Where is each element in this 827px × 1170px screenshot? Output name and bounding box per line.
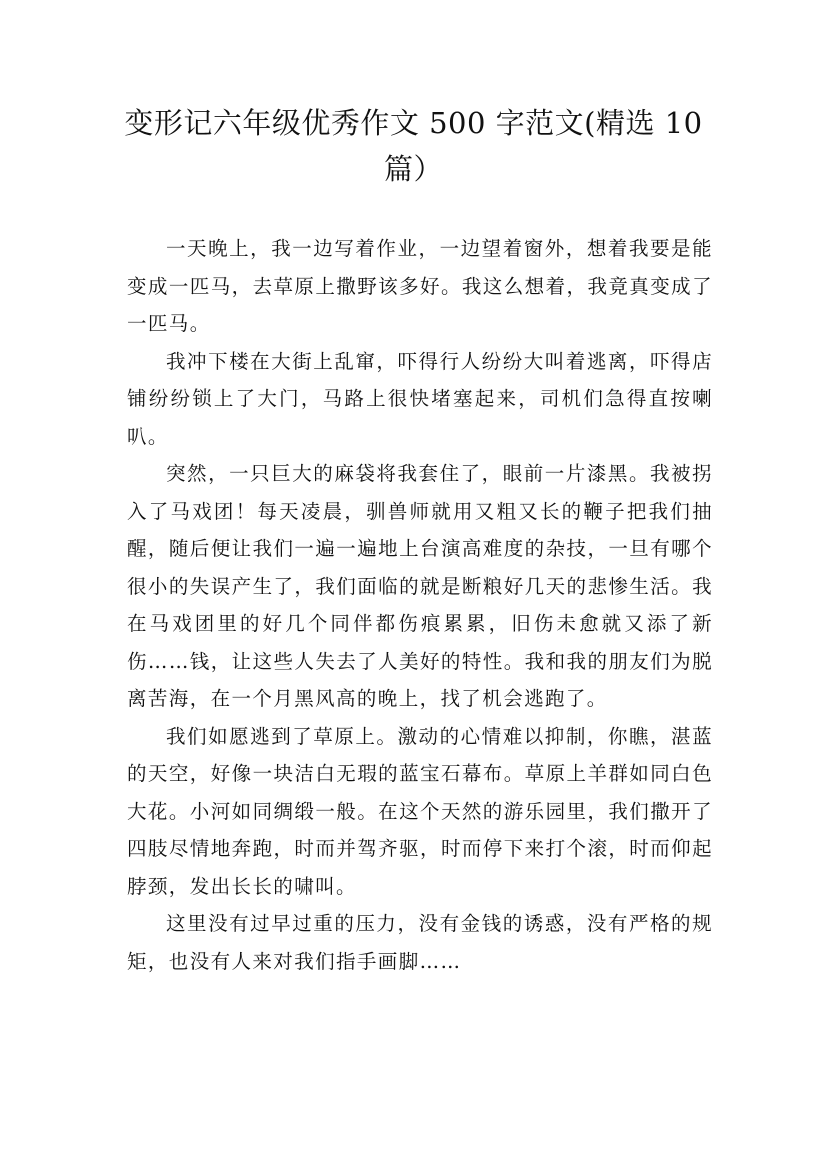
document-body [127, 230, 713, 980]
paragraph-4: 我们如愿逃到了草原上。激动的心情难以抑制，你瞧，湛蓝的天空，好像一块洁白无瑕的蓝宝石幕布。草原上羊群如同白色大花。小河如同绸缎一般。在这个天然的游乐园里，我们撒开了四肢尽情地奔跑，时而并驾齐驱，时而停下来打个滚，时而仰起脖颈，发出长长的啸叫。 [127, 724, 713, 898]
paragraph-5: 这里没有过早过重的压力，没有金钱的诱惑，没有严格的规矩，也没有人来对我们指手画脚…… [127, 912, 713, 973]
paragraph-2: 我冲下楼在大街上乱窜，吓得行人纷纷大叫着逃离，吓得店铺纷纷锁上了大门，马路上很快堵塞起来，司机们急得直按喇叭。 [127, 349, 713, 448]
document-title: 变形记六年级优秀作文 500 字范文(精选 10 篇） [124, 106, 703, 186]
paragraph-3: 突然，一只巨大的麻袋将我套住了，眼前一片漆黑。我被拐入了马戏团！每天凌晨，驯兽师就用又粗又长的鞭子把我们抽醒，随后便让我们一遍一遍地上台演高难度的杂技，一旦有哪个很小的失误产生了，我们面临的就是断粮好几天的悲惨生活。我在马戏团里的好几个同伴都伤痕累累，旧伤未愈就又添了新伤……钱，让这些人失去了人美好的特性。我和我的朋友们为脱离苦海，在一个月黑风高的晚上，找了机会逃跑了。 [127, 462, 713, 710]
paragraph-1: 一天晚上，我一边写着作业，一边望着窗外，想着我要是能变成一匹马，去草原上撒野该多好。我这么想着，我竟真变成了一匹马。 [127, 237, 713, 335]
